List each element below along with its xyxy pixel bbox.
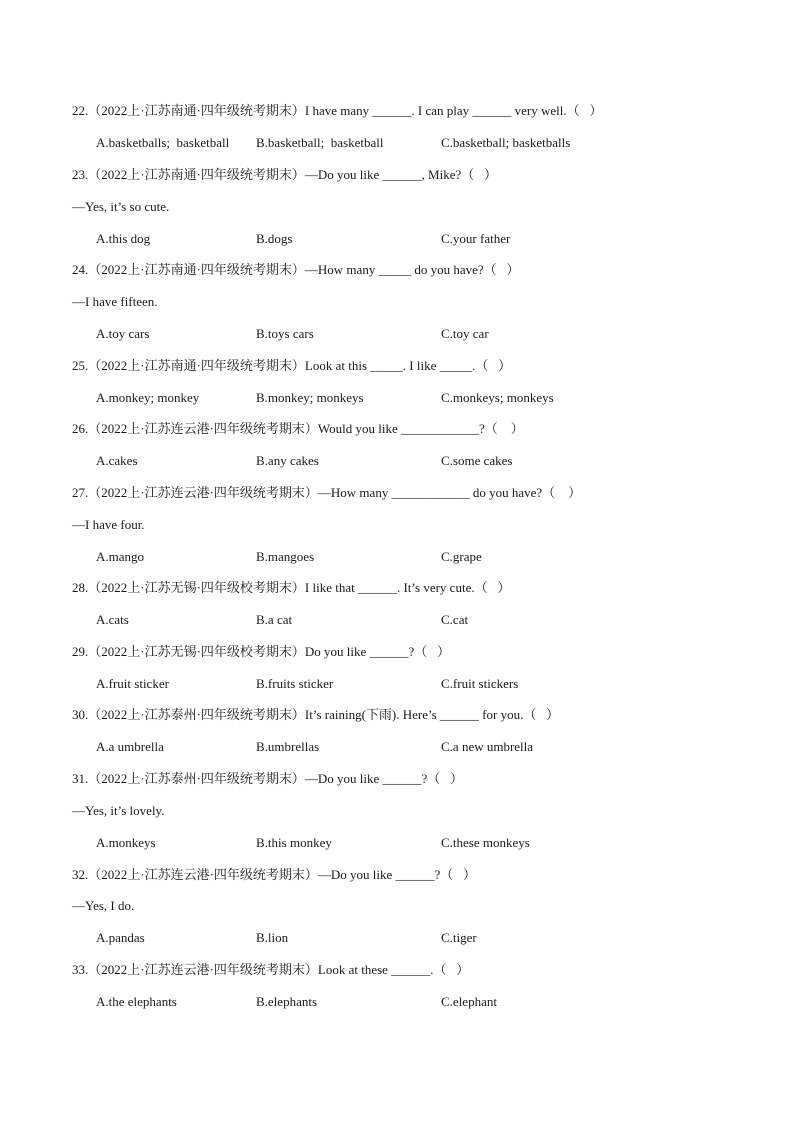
question-29-stem: 29.（2022上·江苏无锡·四年级校考期末）Do you like ______?（ ） (72, 644, 451, 659)
question-26-option-a: A.cakes (96, 453, 138, 468)
question-30-option-b: B.umbrellas (256, 739, 320, 754)
question-30-option-c: C.a new umbrella (441, 739, 534, 754)
question-28-option-a: A.cats (96, 612, 129, 627)
question-31-option-c: C.these monkeys (441, 835, 530, 850)
question-31-answer-line: —Yes, it’s lovely. (72, 803, 165, 818)
question-32-answer-line: —Yes, I do. (72, 898, 135, 913)
question-29-option-b: B.fruits sticker (256, 676, 334, 691)
question-24-option-b: B.toys cars (256, 326, 314, 341)
question-23-option-b: B.dogs (256, 231, 293, 246)
question-23-answer-line: —Yes, it’s so cute. (72, 199, 170, 214)
question-25-option-a: A.monkey; monkey (96, 390, 200, 405)
question-22-option-b: B.basketball; basketball (256, 135, 384, 150)
question-28-option-b: B.a cat (256, 612, 293, 627)
question-32-option-b: B.lion (256, 930, 289, 945)
question-25-stem: 25.（2022上·江苏南通·四年级统考期末）Look at this _____. I like _____.（ ） (72, 358, 512, 373)
question-33-option-c: C.elephant (441, 994, 497, 1009)
question-27-option-c: C.grape (441, 549, 482, 564)
question-26-stem: 26.（2022上·江苏连云港·四年级统考期末）Would you like ____________?（ ） (72, 421, 524, 436)
question-32-option-c: C.tiger (441, 930, 477, 945)
question-31-stem: 31.（2022上·江苏泰州·四年级统考期末）—Do you like ______?（ ） (72, 771, 464, 786)
question-22-stem: 22.（2022上·江苏南通·四年级统考期末）I have many ______. I can play ______ very well.（ ） (72, 103, 603, 118)
question-23-option-c: C.your father (441, 231, 511, 246)
question-24-option-a: A.toy cars (96, 326, 150, 341)
question-27-option-b: B.mangoes (256, 549, 315, 564)
question-23-stem: 23.（2022上·江苏南通·四年级统考期末）—Do you like ______, Mike?（ ） (72, 167, 498, 182)
question-22-option-a: A.basketballs; basketball (96, 135, 230, 150)
question-25-option-c: C.monkeys; monkeys (441, 390, 554, 405)
question-30-option-a: A.a umbrella (96, 739, 164, 754)
question-28-option-c: C.cat (441, 612, 469, 627)
question-33-option-a: A.the elephants (96, 994, 177, 1009)
question-24-option-c: C.toy car (441, 326, 489, 341)
question-25-option-b: B.monkey; monkeys (256, 390, 364, 405)
question-31-option-a: A.monkeys (96, 835, 156, 850)
question-33-stem: 33.（2022上·江苏连云港·四年级统考期末）Look at these ______.（ ） (72, 962, 470, 977)
question-27-stem: 27.（2022上·江苏连云港·四年级统考期末）—How many ____________ do you have?（ ） (72, 485, 582, 500)
question-23-option-a: A.this dog (96, 231, 151, 246)
question-27-answer-line: —I have four. (72, 517, 145, 532)
question-26-option-c: C.some cakes (441, 453, 513, 468)
question-31-option-b: B.this monkey (256, 835, 332, 850)
question-22-option-c: C.basketball; basketballs (441, 135, 571, 150)
question-24-stem: 24.（2022上·江苏南通·四年级统考期末）—How many _____ do you have?（ ） (72, 262, 520, 277)
question-32-stem: 32.（2022上·江苏连云港·四年级统考期末）—Do you like ______?（ ） (72, 867, 477, 882)
question-29-option-a: A.fruit sticker (96, 676, 169, 691)
question-28-stem: 28.（2022上·江苏无锡·四年级校考期末）I like that ______. It’s very cute.（ ） (72, 580, 511, 595)
question-30-stem: 30.（2022上·江苏泰州·四年级统考期末）It’s raining(下雨). Here’s ______ for you.（ ） (72, 707, 560, 722)
question-27-option-a: A.mango (96, 549, 145, 564)
question-26-option-b: B.any cakes (256, 453, 319, 468)
question-24-answer-line: —I have fifteen. (72, 294, 158, 309)
question-29-option-c: C.fruit stickers (441, 676, 519, 691)
question-32-option-a: A.pandas (96, 930, 145, 945)
question-33-option-b: B.elephants (256, 994, 318, 1009)
